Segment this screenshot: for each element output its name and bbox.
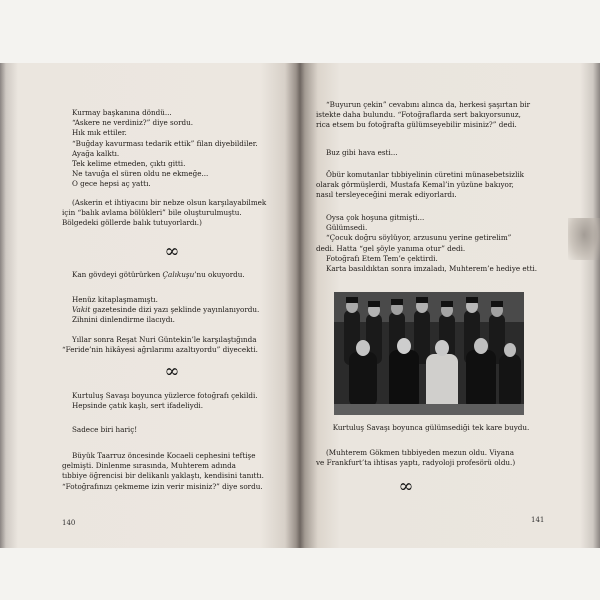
text-line: Bölgedeki göllerde balık tutuyorlardı.) [62,218,202,228]
infinity-ornament-icon: ∞ [164,241,180,262]
text-line: “Feride’nin hikâyesi ağrılarımı azaltıyordu” diyecekti. [62,345,258,355]
text-line: O gece hepsi aç yattı. [72,179,151,189]
text-line: dedi. Hatta “gel şöyle yanıma otur” dedi. [316,243,466,253]
text-line: “Buğday kavurması tedarik ettik” filan diyebildiler. [72,138,258,148]
paragraph-1 [62,108,284,190]
text-line: Kurmay başkanına döndü... [72,108,172,117]
text-line [62,305,284,315]
paragraph-1 [316,100,546,131]
text-line: rica etsem bu fotoğrafta gülümseyebilir misiniz?” dedi. [316,120,517,130]
paragraph-8 [62,451,284,492]
text-line: Ayağa kalktı. [72,148,120,158]
text-line: Büyük Taarruz öncesinde Kocaeli cephesini teftişe [72,451,256,460]
text-line: “Buyurun çekin” cevabını alınca da, herkesi şaşırtan bir [326,100,531,109]
paragraph-7 [62,425,284,435]
text-line: ve Frankfurt’ta ihtisas yaptı, radyoloji profesörü oldu.) [316,458,516,468]
paragraph-3 [316,170,546,201]
photo-caption: Kurtuluş Savaşı boyunca gülümsediği tek kare buydu. [332,423,530,432]
photo-figures [334,292,524,415]
bleed-through-portrait [568,218,600,260]
text-span: Kan gövdeyi götürürken [72,270,163,279]
paragraph-2 [316,148,546,158]
text-line: Buz gibi hava esti... [326,148,398,157]
text-span: ’nu okuyordu. [194,270,245,279]
paragraph-5 [316,448,546,468]
text-line: Henüz kitaplaşmamıştı. [72,295,158,304]
paragraph-3 [62,270,284,280]
infinity-ornament-icon: ∞ [398,476,414,497]
right-page [316,63,546,548]
text-line: Hepsinde çatık kaşlı, sert ifadeliydi. [72,401,204,411]
text-line: Kurtuluş Savaşı boyunca yüzlerce fotoğrafı çekildi. [72,391,258,400]
text-line: tıbbiye öğrencisi bir delikanlı yaklaştı, kendisini tanıttı. [62,471,264,481]
infinity-ornament-icon: ∞ [164,361,180,382]
text-line: Ne tavuğa el süren oldu ne ekmeğe... [72,169,209,179]
text-line: Tek kelime etmeden, çıktı gitti. [72,159,186,169]
book-spread [0,63,600,548]
paragraph-4 [316,213,546,274]
text-line: “Çocuk doğru söylüyor, arzusunu yerine getirelim” [326,233,512,243]
paragraph-5 [62,335,284,355]
text-line: (Muhterem Gökmen tıbbiyeden mezun oldu. Viyana [326,448,514,457]
text-line: gelmişti. Dinlenme sırasında, Muhterem adında [62,461,236,471]
group-photograph [334,292,524,415]
text-line: “Askere ne verdiniz?” diye sordu. [72,118,194,128]
text-line: istekte daha bulundu. “Fotoğraflarda sert bakıyorsunuz, [316,110,521,120]
paragraph-2 [62,198,284,229]
text-line: Oysa çok hoşuna gitmişti... [326,213,425,222]
text-line: Karta basıldıktan sonra imzaladı, Muhterem’e hediye etti. [326,264,538,274]
text-line [62,270,284,280]
page-number: 140 [62,519,76,527]
text-line: Fotoğrafı Etem Tem’e çektirdi. [326,253,438,263]
newspaper-title: Vakit [72,305,91,315]
text-line: “Fotoğrafınızı çekmeme izin verir misiniz?” diye sordu. [62,481,263,491]
text-line: Yıllar sonra Reşat Nuri Güntekin’le karşılaştığında [72,335,257,344]
text-line: olarak görmüşlerdi, Mustafa Kemal’in yüzüne bakıyor, [316,180,514,190]
page-number: 141 [531,516,545,524]
paragraph-6 [62,391,284,411]
paragraph-4 [62,295,284,326]
text-line: Sadece biri hariç! [72,425,138,434]
text-line: Hık mık ettiler. [72,128,127,138]
text-line: Gülümsedi. [326,223,368,233]
book-title: Çalıkuşu [162,270,195,279]
text-line: için “balık avlama bölükleri” bile oluşturulmuştu. [62,208,242,218]
left-page [62,63,284,548]
text-line: Zihnini dinlendirme ilacıydı. [72,315,175,325]
text-line: (Askerin et ihtiyacını bir nebze olsun karşılayabilmek [72,198,267,207]
text-line: nasıl tersleyeceğini merak ediyorlardı. [316,190,457,200]
text-span: gazetesinde dizi yazı şeklinde yayınlanıyordu. [92,305,260,315]
text-line: Öbür komutanlar tıbbiyelinin cüretini münasebetsizlik [326,170,525,179]
